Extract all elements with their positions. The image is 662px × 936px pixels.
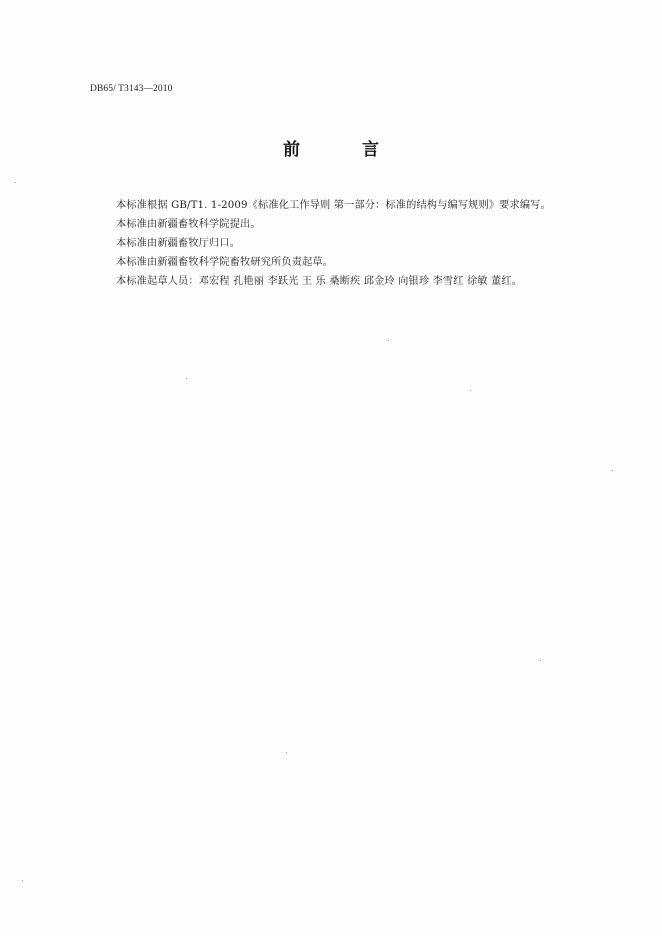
scan-speck [15,182,16,183]
scan-speck [540,660,541,661]
scan-speck [470,390,471,391]
scan-speck [388,340,389,341]
document-code: DB65/ T3143—2010 [90,84,173,94]
paragraph-drafters: 本标准起草人员：邓宏程 孔艳丽 李跃光 王 乐 桑断疾 邱金玲 向银珍 李雪红 徐敏 董红。 [116,276,523,287]
scan-speck [186,378,187,379]
paragraph-basis: 本标准根据 GB/T1. 1-2009《标准化工作导则 第一部分：标准的结构与编写规则》要求编写。 [116,200,551,211]
paragraph-drafting-unit: 本标准由新疆畜牧科学院畜牧研究所负责起草。 [116,257,334,268]
page-title: 前 言 [283,140,407,160]
scan-speck [22,880,23,881]
scan-speck [612,470,613,471]
paragraph-proposer: 本标准由新疆畜牧科学院提出。 [116,219,261,230]
preface-body [116,196,636,291]
scan-speck [286,752,287,753]
paragraph-administrator: 本标准由新疆畜牧厅归口。 [116,238,241,249]
